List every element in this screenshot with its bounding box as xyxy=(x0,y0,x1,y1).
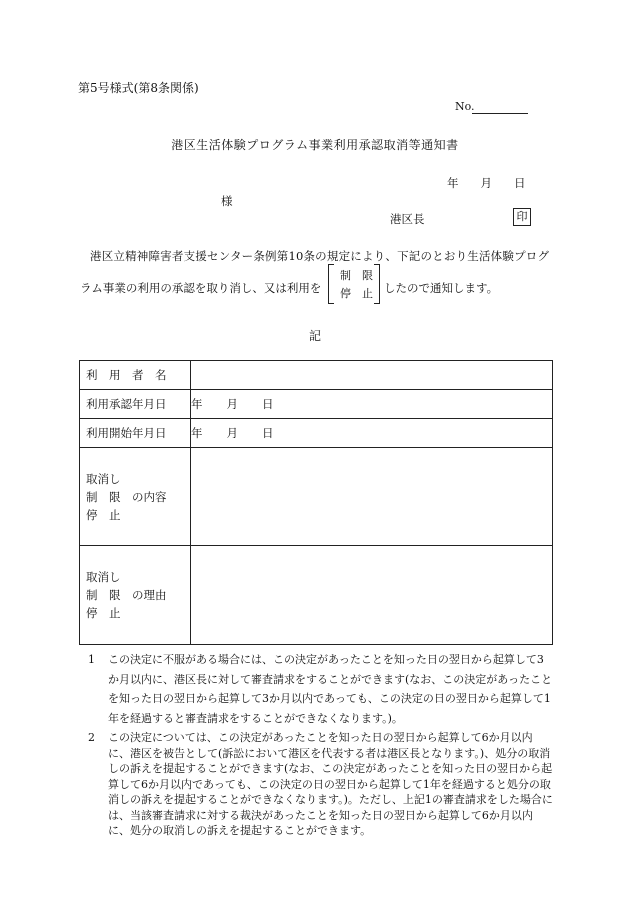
approval-day: 日 xyxy=(262,397,274,411)
content-label xyxy=(80,448,191,546)
addressee-suffix: 様 xyxy=(221,194,233,208)
restriction-bracket xyxy=(328,264,380,304)
reason-label-line: 制 限 の理由 xyxy=(86,588,167,602)
bracket-suspend: 停 止 xyxy=(340,287,373,300)
note-number: 1 xyxy=(88,653,95,666)
user-name-label: 利 用 者 名 xyxy=(80,361,191,390)
approval-month: 月 xyxy=(226,397,238,411)
body-line-1: 港区立精神障害者支援センター条例第10条の規定により、下記のとおり生活体験プログ xyxy=(90,249,550,263)
issue-date-month: 月 xyxy=(480,176,492,190)
content-label-line: 制 限 の内容 xyxy=(86,489,167,504)
start-date-label: 利用開始年月日 xyxy=(80,419,191,448)
table-row xyxy=(80,361,553,390)
issue-date-day: 日 xyxy=(514,176,526,190)
seal-mark: 印 xyxy=(513,208,531,226)
body-line-2-end: したので通知します。 xyxy=(384,281,499,295)
start-day: 日 xyxy=(262,426,274,440)
note-item xyxy=(88,730,554,839)
document-number-line xyxy=(472,113,528,114)
details-table xyxy=(79,360,553,645)
bracket-right xyxy=(374,264,380,304)
form-number: 第5号様式(第8条関係) xyxy=(78,81,199,95)
user-name-field[interactable] xyxy=(191,361,553,390)
start-date-field[interactable] xyxy=(191,419,553,448)
bracket-restrict: 制 限 xyxy=(340,269,373,282)
reason-field[interactable] xyxy=(191,546,553,645)
note-text: この決定に不服がある場合には、この決定があったことを知った日の翌日から起算して3か月以内に、港区長に対して審査請求をすることができます(なお、この決定があったことを知った日の翌日から起算して3か月以内であっても、この決定の日の翌日から起算して1年を経過すると審査請求をすることができなくなります。)。 xyxy=(108,653,553,725)
table-row xyxy=(80,546,553,645)
body-line-2: ラム事業の利用の承認を取り消し、又は利用を xyxy=(80,281,322,295)
note-item xyxy=(88,650,554,728)
content-label-line: 取消し xyxy=(86,471,121,486)
start-year: 年 xyxy=(191,426,203,440)
notes xyxy=(88,650,554,839)
table-row xyxy=(80,419,553,448)
document-title: 港区生活体験プログラム事業利用承認取消等通知書 xyxy=(171,138,459,152)
approval-date-label: 利用承認年月日 xyxy=(80,390,191,419)
approval-date-field[interactable] xyxy=(191,390,553,419)
approval-year: 年 xyxy=(191,397,203,411)
issue-date-year: 年 xyxy=(447,176,459,190)
start-month: 月 xyxy=(226,426,238,440)
bracket-left xyxy=(328,264,334,304)
issue-date xyxy=(447,175,526,191)
table-row xyxy=(80,390,553,419)
document-number-label: No. xyxy=(455,100,475,113)
content-field[interactable] xyxy=(191,448,553,546)
table-row xyxy=(80,448,553,546)
reason-label xyxy=(80,546,191,645)
content-label-line: 停 止 xyxy=(86,507,121,522)
reason-label-line: 取消し xyxy=(86,570,121,584)
reason-label-line: 停 止 xyxy=(86,606,121,620)
issuer: 港区長 xyxy=(390,212,425,226)
ki-heading: 記 xyxy=(308,329,321,343)
note-number: 2 xyxy=(88,731,95,744)
note-text: この決定については、この決定があったことを知った日の翌日から起算して6か月以内に、港区を被告として(訴訟において港区を代表する者は港区長となります。)、処分の取消しの訴えを提起することができます(なお、この決定があったことを知った日の翌日から起算して6か月以内であっても、この決定の日の翌日から起算して1年を経過すると処分の取消しの訴えを提起することができなくなります。)。ただし、上記1の審査請求をした場合には、当該審査請求に対する裁決があったことを知った日の翌日から起算して6か月以内に、処分の取消しの訴えを提起することができます。 xyxy=(108,731,553,837)
